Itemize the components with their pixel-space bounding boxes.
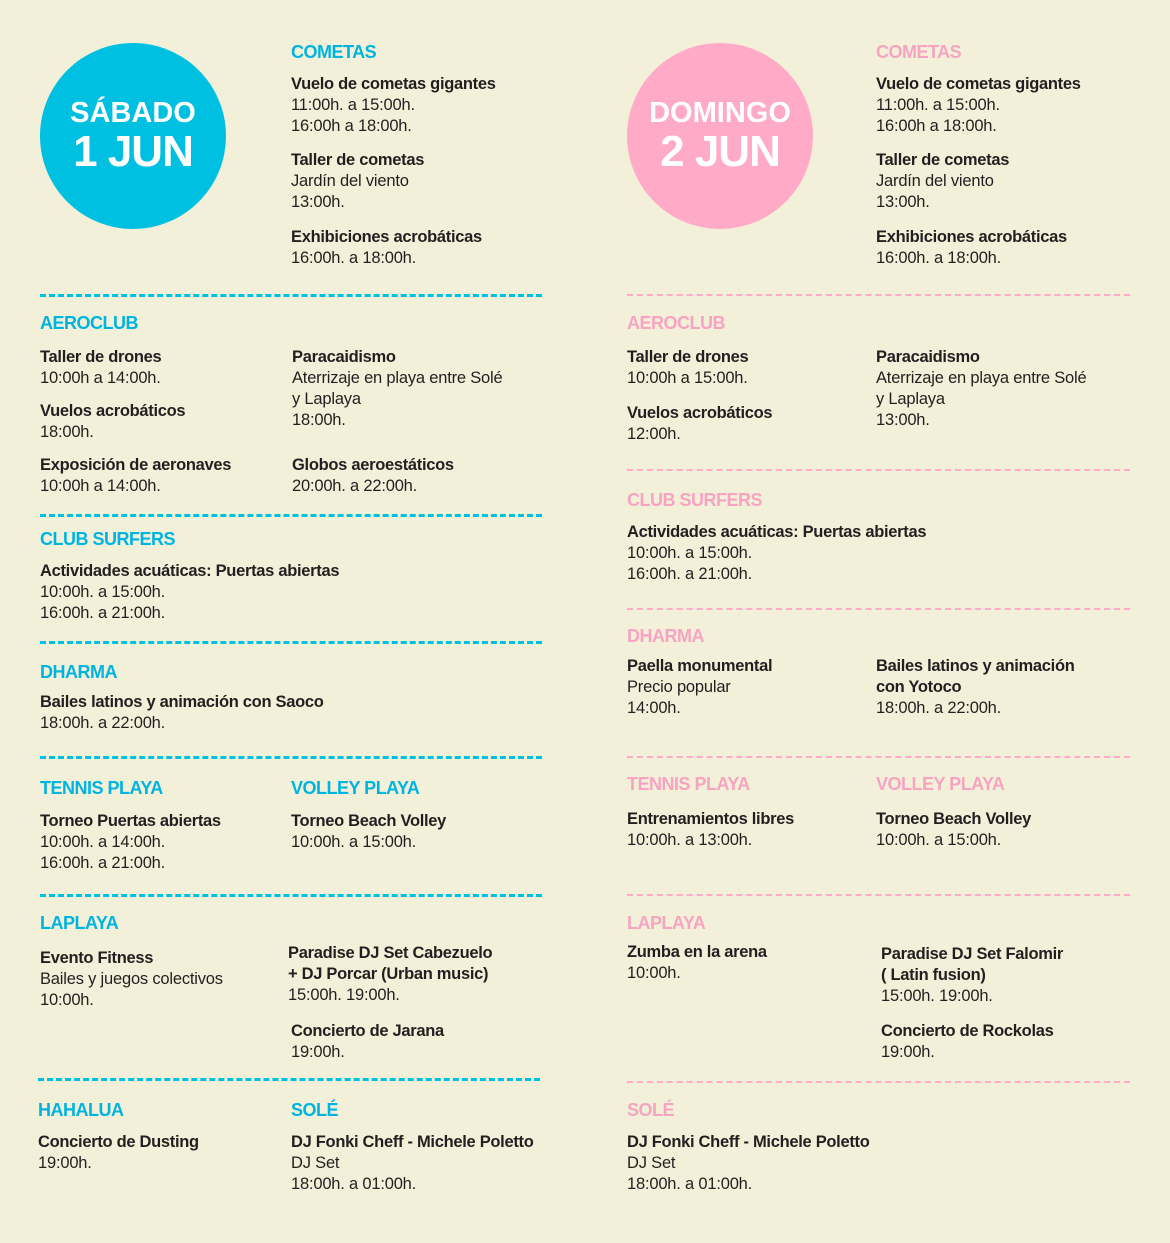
event-time: 10:00h. bbox=[40, 991, 94, 1009]
section-heading-hahalua: HAHALUA bbox=[38, 1100, 124, 1120]
event-detail: Aterrizaje en playa entre Solé bbox=[292, 369, 503, 387]
event-item bbox=[876, 150, 1009, 213]
event-time: 18:00h. a 22:00h. bbox=[876, 699, 1002, 717]
day-name: DOMINGO bbox=[649, 97, 791, 129]
dashed-divider bbox=[627, 294, 1130, 296]
event-time: 13:00h. bbox=[876, 193, 930, 211]
event-time: 10:00h a 14:00h. bbox=[40, 369, 161, 387]
event-item bbox=[40, 948, 223, 1011]
event-item bbox=[627, 403, 772, 445]
dashed-divider bbox=[40, 894, 542, 897]
event-detail: DJ Set bbox=[291, 1154, 340, 1172]
event-item bbox=[876, 227, 1067, 269]
event-title: Vuelos acrobáticos bbox=[627, 404, 773, 422]
event-title-line2: + DJ Porcar (Urban music) bbox=[288, 965, 489, 983]
event-time: 10:00h. a 15:00h. bbox=[40, 583, 166, 601]
event-title: Vuelos acrobáticos bbox=[40, 402, 186, 420]
event-time: 11:00h. a 15:00h. bbox=[291, 96, 415, 114]
event-title: Evento Fitness bbox=[40, 949, 154, 967]
event-title: Actividades acuáticas: Puertas abiertas bbox=[627, 523, 927, 541]
section-heading-tennis-playa: TENNIS PLAYA bbox=[40, 778, 163, 798]
event-title: Torneo Beach Volley bbox=[876, 810, 1032, 828]
event-time: 15:00h. 19:00h. bbox=[288, 986, 400, 1004]
event-time: 11:00h. a 15:00h. bbox=[876, 96, 1000, 114]
event-title: Taller de cometas bbox=[876, 151, 1010, 169]
event-item bbox=[876, 656, 1075, 719]
event-title: Paella monumental bbox=[627, 657, 773, 675]
event-time: 16:00h a 18:00h. bbox=[876, 117, 997, 135]
section-heading-club-surfers: CLUB SURFERS bbox=[40, 529, 176, 549]
event-detail: Jardín del viento bbox=[876, 172, 994, 190]
section-heading-volley-playa: VOLLEY PLAYA bbox=[291, 778, 420, 798]
event-title: Taller de drones bbox=[40, 348, 162, 366]
event-time: 19:00h. bbox=[291, 1043, 345, 1061]
section-heading-sole: SOLÉ bbox=[627, 1100, 675, 1120]
section-heading-sole: SOLÉ bbox=[291, 1100, 339, 1120]
day-date: 2 JUN bbox=[660, 127, 780, 176]
event-item bbox=[291, 150, 424, 213]
section-heading-tennis-playa: TENNIS PLAYA bbox=[627, 774, 750, 794]
event-time: 16:00h. a 21:00h. bbox=[627, 565, 753, 583]
event-item bbox=[627, 522, 926, 585]
dashed-divider bbox=[38, 1078, 540, 1081]
event-item bbox=[627, 809, 794, 851]
event-time: 16:00h a 18:00h. bbox=[291, 117, 412, 135]
event-time: 20:00h. a 22:00h. bbox=[292, 477, 418, 495]
event-item bbox=[627, 656, 772, 719]
event-time: 12:00h. bbox=[627, 425, 681, 443]
event-item bbox=[627, 1132, 870, 1195]
day-name: SÁBADO bbox=[70, 97, 196, 129]
event-title: Taller de drones bbox=[627, 348, 749, 366]
event-detail: y Laplaya bbox=[876, 390, 945, 408]
event-title: Concierto de Jarana bbox=[291, 1022, 444, 1040]
dashed-divider bbox=[627, 608, 1130, 610]
event-time: 14:00h. bbox=[627, 699, 681, 717]
section-heading-cometas: COMETAS bbox=[876, 42, 962, 62]
dashed-divider bbox=[627, 469, 1130, 471]
event-title: Actividades acuáticas: Puertas abiertas bbox=[40, 562, 340, 580]
event-item bbox=[40, 561, 339, 624]
event-item bbox=[627, 942, 767, 984]
event-title: Taller de cometas bbox=[291, 151, 425, 169]
event-item bbox=[627, 347, 748, 389]
section-heading-dharma: DHARMA bbox=[627, 626, 704, 646]
event-title: Zumba en la arena bbox=[627, 943, 767, 961]
event-title: Globos aeroestáticos bbox=[292, 456, 454, 474]
event-time: 10:00h. a 15:00h. bbox=[291, 833, 417, 851]
event-title: Exhibiciones acrobáticas bbox=[876, 228, 1067, 246]
day-badge-sunday bbox=[627, 43, 813, 229]
event-item bbox=[291, 227, 482, 269]
event-item bbox=[40, 401, 185, 443]
section-heading-dharma: DHARMA bbox=[40, 662, 117, 682]
event-time: 18:00h. a 01:00h. bbox=[627, 1175, 753, 1193]
event-title: Paracaidismo bbox=[292, 348, 396, 366]
event-title: Concierto de Dusting bbox=[38, 1133, 199, 1151]
event-title: Paradise DJ Set Cabezuelo bbox=[288, 944, 493, 962]
event-detail: Precio popular bbox=[627, 678, 731, 696]
event-time: 19:00h. bbox=[881, 1043, 935, 1061]
event-time: 16:00h. a 21:00h. bbox=[40, 604, 166, 622]
event-time: 10:00h a 14:00h. bbox=[40, 477, 161, 495]
event-title: Vuelo de cometas gigantes bbox=[291, 75, 496, 93]
section-heading-laplaya: LAPLAYA bbox=[40, 913, 119, 933]
event-title: Torneo Beach Volley bbox=[291, 812, 447, 830]
event-title: Torneo Puertas abiertas bbox=[40, 812, 221, 830]
event-time: 16:00h. a 21:00h. bbox=[40, 854, 166, 872]
event-title: Entrenamientos libres bbox=[627, 810, 794, 828]
section-heading-club-surfers: CLUB SURFERS bbox=[627, 490, 763, 510]
event-item bbox=[876, 74, 1081, 137]
event-title: Vuelo de cometas gigantes bbox=[876, 75, 1081, 93]
section-heading-volley-playa: VOLLEY PLAYA bbox=[876, 774, 1005, 794]
event-item bbox=[881, 1021, 1054, 1063]
event-time: 16:00h. a 18:00h. bbox=[876, 249, 1002, 267]
dashed-divider bbox=[40, 294, 542, 297]
event-title: Paradise DJ Set Falomir bbox=[881, 945, 1064, 963]
event-time: 13:00h. bbox=[291, 193, 345, 211]
event-item bbox=[291, 74, 496, 137]
event-title: Exhibiciones acrobáticas bbox=[291, 228, 482, 246]
event-time: 18:00h. bbox=[292, 411, 346, 429]
section-heading-cometas: COMETAS bbox=[291, 42, 377, 62]
event-title: Paracaidismo bbox=[876, 348, 980, 366]
event-detail: Aterrizaje en playa entre Solé bbox=[876, 369, 1087, 387]
section-heading-laplaya: LAPLAYA bbox=[627, 913, 706, 933]
event-time: 10:00h. a 15:00h. bbox=[627, 544, 753, 562]
event-title: DJ Fonki Cheff - Michele Poletto bbox=[627, 1133, 870, 1151]
dashed-divider bbox=[627, 756, 1130, 758]
event-title: DJ Fonki Cheff - Michele Poletto bbox=[291, 1133, 534, 1151]
section-heading-aeroclub: AEROCLUB bbox=[627, 313, 725, 333]
dashed-divider bbox=[627, 894, 1130, 896]
event-item bbox=[876, 809, 1031, 851]
event-time: 10:00h a 15:00h. bbox=[627, 369, 748, 387]
event-item bbox=[40, 692, 324, 734]
day-badge-saturday bbox=[40, 43, 226, 229]
event-item bbox=[40, 347, 161, 389]
event-time: 18:00h. a 01:00h. bbox=[291, 1175, 417, 1193]
event-item bbox=[40, 811, 221, 874]
event-time: 15:00h. 19:00h. bbox=[881, 987, 993, 1005]
event-title-line2: ( Latin fusion) bbox=[881, 966, 986, 984]
event-time: 19:00h. bbox=[38, 1154, 92, 1172]
event-detail: DJ Set bbox=[627, 1154, 676, 1172]
event-time: 13:00h. bbox=[876, 411, 930, 429]
event-title-line2: con Yotoco bbox=[876, 678, 962, 696]
section-heading-aeroclub: AEROCLUB bbox=[40, 313, 138, 333]
day-date: 1 JUN bbox=[73, 127, 193, 176]
event-item bbox=[291, 1021, 444, 1063]
dashed-divider bbox=[40, 756, 542, 759]
event-item bbox=[292, 455, 454, 497]
event-time: 10:00h. bbox=[627, 964, 681, 982]
event-title: Exposición de aeronaves bbox=[40, 456, 232, 474]
event-title: Bailes latinos y animación bbox=[876, 657, 1075, 675]
event-item bbox=[288, 943, 492, 1006]
dashed-divider bbox=[40, 514, 542, 517]
event-item bbox=[38, 1132, 199, 1174]
event-time: 16:00h. a 18:00h. bbox=[291, 249, 417, 267]
event-title: Bailes latinos y animación con Saoco bbox=[40, 693, 324, 711]
event-time: 18:00h. bbox=[40, 423, 94, 441]
event-title: Concierto de Rockolas bbox=[881, 1022, 1054, 1040]
dashed-divider bbox=[627, 1081, 1130, 1083]
event-time: 10:00h. a 15:00h. bbox=[876, 831, 1002, 849]
event-detail: y Laplaya bbox=[292, 390, 361, 408]
event-detail: Bailes y juegos colectivos bbox=[40, 970, 223, 988]
event-item bbox=[292, 347, 502, 431]
event-detail: Jardín del viento bbox=[291, 172, 409, 190]
event-item bbox=[291, 1132, 534, 1195]
event-time: 10:00h. a 13:00h. bbox=[627, 831, 753, 849]
event-time: 18:00h. a 22:00h. bbox=[40, 714, 166, 732]
dashed-divider bbox=[40, 641, 542, 644]
event-item bbox=[881, 944, 1063, 1007]
event-item bbox=[291, 811, 446, 853]
event-item bbox=[876, 347, 1086, 431]
event-time: 10:00h. a 14:00h. bbox=[40, 833, 166, 851]
event-item bbox=[40, 455, 231, 497]
